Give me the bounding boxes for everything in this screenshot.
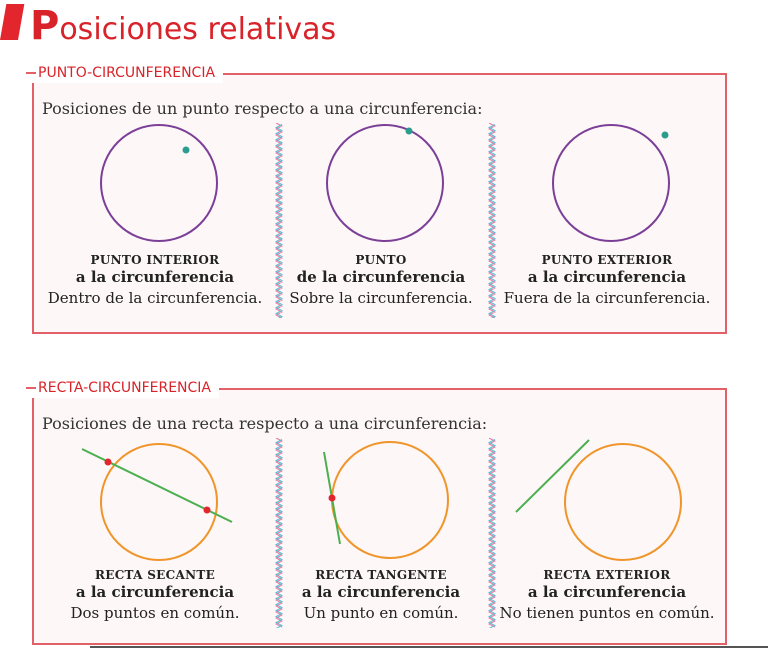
column-separator <box>488 438 496 628</box>
page-title-initial: P <box>30 3 60 49</box>
tangent-line-diagram <box>272 434 490 566</box>
caption-subtitle: a la circunferencia <box>527 268 687 286</box>
circle <box>553 125 669 241</box>
section-label: RECTA-CIRCUNFERENCIA <box>32 378 219 398</box>
caption-title: RECTA EXTERIOR <box>543 568 671 582</box>
secant-line-diagram <box>46 434 264 566</box>
figure-line-secant <box>46 434 264 635</box>
page-title <box>30 4 336 52</box>
caption-subtitle: a la circunferencia <box>301 583 461 601</box>
interior-point-diagram <box>46 119 264 251</box>
caption-title: RECTA SECANTE <box>94 568 216 582</box>
caption-description: Fuera de la circunferencia. <box>503 289 711 307</box>
section-punto-circunferencia <box>32 65 727 334</box>
exterior-line <box>516 440 589 512</box>
figure-point-on-circle <box>272 119 490 324</box>
caption-subtitle: a la circunferencia <box>75 268 235 286</box>
figure-line-exterior <box>498 434 716 635</box>
caption-title: RECTA TANGENTE <box>315 568 447 582</box>
column-separator <box>488 123 496 318</box>
figure-point-interior <box>46 119 264 324</box>
caption-title: PUNTO EXTERIOR <box>541 253 673 267</box>
exterior-point-diagram <box>498 119 716 251</box>
caption-description: No tienen puntos en común. <box>499 604 715 622</box>
circle <box>101 125 217 241</box>
caption-subtitle: a la circunferencia <box>527 583 687 601</box>
on-circle-point-diagram <box>272 119 490 251</box>
section-recta-circunferencia <box>32 380 727 645</box>
caption-description: Dentro de la circunferencia. <box>47 289 263 307</box>
caption-subtitle: a la circunferencia <box>75 583 235 601</box>
caption-description: Un punto en común. <box>303 604 459 622</box>
exterior-point <box>662 132 669 139</box>
section-intro: Posiciones de una recta respecto a una circunferencia: <box>42 414 488 433</box>
circle <box>327 125 443 241</box>
page-title-rest: osiciones relativas <box>59 12 337 47</box>
title-accent-tab <box>0 4 24 40</box>
interior-point <box>183 147 190 154</box>
caption-subtitle: de la circunferencia <box>296 268 466 286</box>
caption-title: PUNTO <box>355 253 407 267</box>
zigzag-separator <box>488 438 496 628</box>
caption-description: Dos puntos en común. <box>70 604 240 622</box>
circle <box>101 444 217 560</box>
section-intro: Posiciones de un punto respecto a una circunferencia: <box>42 99 483 118</box>
figure-line-tangent <box>272 434 490 635</box>
circle <box>332 442 448 558</box>
section-label: PUNTO-CIRCUNFERENCIA <box>32 63 223 83</box>
tangent-point <box>329 495 336 502</box>
intersection-point <box>105 459 112 466</box>
zigzag-separator <box>488 123 496 318</box>
figure-point-exterior <box>498 119 716 324</box>
page-bottom-rule <box>90 646 768 648</box>
caption-description: Sobre la circunferencia. <box>289 289 473 307</box>
caption-title: PUNTO INTERIOR <box>90 253 220 267</box>
boundary-point <box>406 128 413 135</box>
intersection-point <box>204 507 211 514</box>
exterior-line-diagram <box>498 434 716 566</box>
circle <box>565 444 681 560</box>
